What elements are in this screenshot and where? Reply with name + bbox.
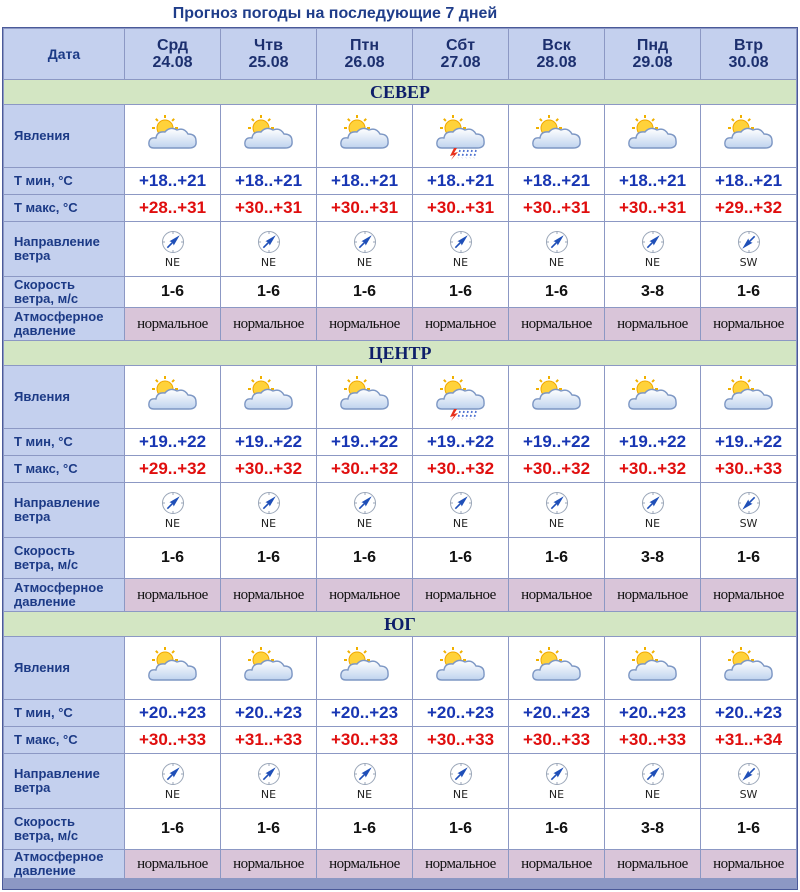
wind-speed-value: 1-6 xyxy=(317,277,412,307)
row-label-wind-speed xyxy=(4,809,124,849)
weather-cell xyxy=(701,105,796,167)
row-label-phenomena: Явления xyxy=(4,105,124,167)
wind-direction-text: NE xyxy=(548,787,565,801)
partly-cloudy-icon xyxy=(240,112,298,160)
wind-direction-text: NE xyxy=(548,255,565,269)
tmax-value: +30..+32 xyxy=(317,456,412,482)
tmin-value: +18..+21 xyxy=(509,168,604,194)
wind-speed-value: 1-6 xyxy=(221,538,316,578)
weather-cell xyxy=(317,637,412,699)
row-label-phenomena: Явления xyxy=(4,366,124,428)
tmin-value: +19..+22 xyxy=(317,429,412,455)
tmin-value: +19..+22 xyxy=(509,429,604,455)
wind-direction-text: NE xyxy=(260,516,277,530)
tmin-value: +20..+23 xyxy=(701,700,796,726)
wind-direction-arrow-icon xyxy=(641,230,665,254)
pressure-value: нормальное xyxy=(317,308,412,340)
day-of-week: Сбт xyxy=(445,37,476,54)
wind-direction-text: NE xyxy=(644,255,661,269)
tmin-value: +19..+22 xyxy=(605,429,700,455)
day-date: 24.08 xyxy=(152,54,193,71)
row-label-wind-direction-line2: ветра xyxy=(14,509,51,524)
wind-direction-arrow-icon xyxy=(353,491,377,515)
weather-cell xyxy=(317,366,412,428)
wind-direction-cell xyxy=(413,483,508,537)
partly-cloudy-icon xyxy=(336,112,394,160)
wind-direction-text: NE xyxy=(644,787,661,801)
partly-cloudy-icon xyxy=(432,644,490,692)
partly-cloudy-icon xyxy=(528,112,586,160)
wind-direction-cell xyxy=(701,754,796,808)
tmax-value: +31..+33 xyxy=(221,727,316,753)
wind-direction-text: NE xyxy=(452,255,469,269)
pressure-value: нормальное xyxy=(221,850,316,878)
wind-speed-value: 1-6 xyxy=(701,809,796,849)
tmax-value: +30..+33 xyxy=(605,727,700,753)
weather-cell xyxy=(509,637,604,699)
pressure-value: нормальное xyxy=(317,579,412,611)
tmin-value: +19..+22 xyxy=(413,429,508,455)
tmax-value: +30..+33 xyxy=(509,727,604,753)
row-label-wind-direction-line1: Направление xyxy=(14,766,100,781)
wind-direction-text: NE xyxy=(164,787,181,801)
row-label-wind-speed xyxy=(4,538,124,578)
tmax-value: +30..+33 xyxy=(701,456,796,482)
tmin-value: +20..+23 xyxy=(605,700,700,726)
pressure-value: нормальное xyxy=(701,579,796,611)
pressure-value: нормальное xyxy=(125,850,220,878)
wind-direction-text: SW xyxy=(739,787,758,801)
pressure-value: нормальное xyxy=(509,850,604,878)
tmax-value: +30..+32 xyxy=(221,456,316,482)
wind-speed-value: 1-6 xyxy=(221,809,316,849)
tmin-value: +20..+23 xyxy=(509,700,604,726)
tmin-value: +19..+22 xyxy=(221,429,316,455)
tmin-value: +18..+21 xyxy=(413,168,508,194)
row-label-wind-speed-line2: ветра, м/с xyxy=(14,557,79,572)
tmin-value: +19..+22 xyxy=(701,429,796,455)
row-label-pressure-line2: давление xyxy=(14,323,76,338)
day-header xyxy=(413,29,508,79)
wind-direction-arrow-icon xyxy=(257,230,281,254)
row-label-wind-direction-line2: ветра xyxy=(14,248,51,263)
row-label-wind-speed xyxy=(4,277,124,307)
day-date: 30.08 xyxy=(728,54,769,71)
pressure-value: нормальное xyxy=(413,579,508,611)
wind-direction-arrow-icon xyxy=(641,762,665,786)
day-header xyxy=(509,29,604,79)
day-of-week: Вск xyxy=(542,37,571,54)
weather-cell xyxy=(701,637,796,699)
wind-direction-cell xyxy=(221,222,316,276)
row-label-tmax: Т макс, °С xyxy=(4,727,124,753)
pressure-value: нормальное xyxy=(221,308,316,340)
weather-cell xyxy=(125,637,220,699)
weather-cell xyxy=(605,105,700,167)
row-label-pressure xyxy=(4,308,124,340)
wind-direction-text: NE xyxy=(644,516,661,530)
day-of-week: Пнд xyxy=(636,37,669,54)
weather-cell xyxy=(509,366,604,428)
wind-direction-text: SW xyxy=(739,255,758,269)
day-date: 28.08 xyxy=(536,54,577,71)
wind-direction-arrow-icon xyxy=(161,762,185,786)
wind-direction-arrow-icon xyxy=(545,491,569,515)
row-label-pressure xyxy=(4,850,124,878)
tmax-value: +31..+34 xyxy=(701,727,796,753)
wind-direction-cell xyxy=(509,754,604,808)
pressure-value: нормальное xyxy=(221,579,316,611)
tmin-value: +20..+23 xyxy=(413,700,508,726)
wind-speed-value: 1-6 xyxy=(701,538,796,578)
weather-cell xyxy=(125,105,220,167)
partly-cloudy-icon xyxy=(624,644,682,692)
partly-cloudy-icon xyxy=(720,373,778,421)
wind-speed-value: 1-6 xyxy=(317,809,412,849)
pressure-value: нормальное xyxy=(605,850,700,878)
wind-direction-text: NE xyxy=(548,516,565,530)
partly-cloudy-icon xyxy=(144,112,202,160)
wind-direction-cell xyxy=(413,222,508,276)
row-label-tmax: Т макс, °С xyxy=(4,195,124,221)
wind-direction-cell xyxy=(125,222,220,276)
tmax-value: +30..+32 xyxy=(509,456,604,482)
wind-direction-cell xyxy=(701,483,796,537)
wind-direction-arrow-icon xyxy=(353,762,377,786)
wind-direction-text: NE xyxy=(164,516,181,530)
row-label-wind-speed-line1: Скорость xyxy=(14,814,75,829)
tmax-value: +30..+31 xyxy=(605,195,700,221)
wind-direction-cell xyxy=(317,754,412,808)
wind-direction-cell xyxy=(509,222,604,276)
wind-direction-arrow-icon xyxy=(353,230,377,254)
pressure-value: нормальное xyxy=(317,850,412,878)
tmax-value: +30..+33 xyxy=(125,727,220,753)
tmax-value: +30..+31 xyxy=(413,195,508,221)
row-label-tmin: Т мин, °С xyxy=(4,429,124,455)
row-label-wind-direction-line2: ветра xyxy=(14,780,51,795)
wind-direction-text: NE xyxy=(356,255,373,269)
forecast-table xyxy=(2,27,798,890)
partly-cloudy-icon xyxy=(240,373,298,421)
wind-speed-value: 1-6 xyxy=(317,538,412,578)
weather-cell xyxy=(221,637,316,699)
partly-cloudy-icon xyxy=(336,373,394,421)
wind-speed-value: 3-8 xyxy=(605,538,700,578)
weather-cell xyxy=(317,105,412,167)
tmax-value: +30..+33 xyxy=(413,727,508,753)
day-of-week: Срд xyxy=(156,37,189,54)
wind-direction-arrow-icon xyxy=(545,230,569,254)
wind-speed-value: 1-6 xyxy=(509,277,604,307)
wind-direction-arrow-icon xyxy=(161,491,185,515)
row-label-pressure-line1: Атмосферное xyxy=(14,850,104,864)
wind-direction-text: NE xyxy=(356,787,373,801)
tmin-value: +20..+23 xyxy=(125,700,220,726)
weather-cell xyxy=(221,105,316,167)
row-label-phenomena: Явления xyxy=(4,637,124,699)
wind-direction-arrow-icon xyxy=(737,230,761,254)
region-header: ЦЕНТР xyxy=(4,341,796,365)
thunderstorm-rain-icon xyxy=(432,373,490,421)
wind-speed-value: 1-6 xyxy=(221,277,316,307)
weather-cell xyxy=(509,105,604,167)
partly-cloudy-icon xyxy=(720,112,778,160)
weather-cell xyxy=(605,366,700,428)
day-date: 25.08 xyxy=(248,54,289,71)
row-label-wind-direction xyxy=(4,754,124,808)
wind-direction-cell xyxy=(125,483,220,537)
wind-direction-cell xyxy=(509,483,604,537)
wind-direction-text: NE xyxy=(260,255,277,269)
row-label-wind-direction xyxy=(4,222,124,276)
weather-cell xyxy=(125,366,220,428)
pressure-value: нормальное xyxy=(701,850,796,878)
tmax-value: +28..+31 xyxy=(125,195,220,221)
wind-speed-value: 1-6 xyxy=(413,538,508,578)
wind-direction-text: NE xyxy=(164,255,181,269)
tmin-value: +19..+22 xyxy=(125,429,220,455)
partly-cloudy-icon xyxy=(624,112,682,160)
pressure-value: нормальное xyxy=(701,308,796,340)
day-date: 27.08 xyxy=(440,54,481,71)
wind-speed-value: 1-6 xyxy=(701,277,796,307)
wind-direction-cell xyxy=(221,483,316,537)
wind-direction-cell xyxy=(413,754,508,808)
row-label-wind-direction-line1: Направление xyxy=(14,495,100,510)
partly-cloudy-icon xyxy=(528,373,586,421)
day-header xyxy=(701,29,796,79)
partly-cloudy-icon xyxy=(720,644,778,692)
wind-direction-cell xyxy=(317,483,412,537)
weather-cell xyxy=(413,637,508,699)
partly-cloudy-icon xyxy=(528,644,586,692)
tmax-value: +29..+32 xyxy=(701,195,796,221)
wind-speed-value: 1-6 xyxy=(509,538,604,578)
tmax-value: +30..+31 xyxy=(509,195,604,221)
row-label-pressure-line1: Атмосферное xyxy=(14,309,104,324)
region-header: ЮГ xyxy=(4,612,796,636)
wind-direction-arrow-icon xyxy=(161,230,185,254)
partly-cloudy-icon xyxy=(144,644,202,692)
region-header: СЕВЕР xyxy=(4,80,796,104)
wind-direction-text: SW xyxy=(739,516,758,530)
partly-cloudy-icon xyxy=(624,373,682,421)
row-label-tmax: Т макс, °С xyxy=(4,456,124,482)
pressure-value: нормальное xyxy=(509,308,604,340)
wind-direction-arrow-icon xyxy=(641,491,665,515)
row-label-wind-speed-line2: ветра, м/с xyxy=(14,291,79,306)
day-header xyxy=(125,29,220,79)
wind-direction-text: NE xyxy=(452,516,469,530)
tmin-value: +18..+21 xyxy=(221,168,316,194)
wind-direction-text: NE xyxy=(452,787,469,801)
pressure-value: нормальное xyxy=(413,850,508,878)
row-label-tmin: Т мин, °С xyxy=(4,168,124,194)
row-label-wind-speed-line1: Скорость xyxy=(14,277,75,292)
wind-speed-value: 3-8 xyxy=(605,277,700,307)
wind-direction-cell xyxy=(605,222,700,276)
day-header xyxy=(605,29,700,79)
weather-cell xyxy=(413,105,508,167)
wind-direction-arrow-icon xyxy=(449,762,473,786)
wind-direction-arrow-icon xyxy=(737,762,761,786)
wind-direction-text: NE xyxy=(260,787,277,801)
day-header xyxy=(317,29,412,79)
wind-direction-cell xyxy=(125,754,220,808)
tmin-value: +20..+23 xyxy=(317,700,412,726)
tmin-value: +18..+21 xyxy=(317,168,412,194)
wind-direction-arrow-icon xyxy=(449,491,473,515)
pressure-value: нормальное xyxy=(125,308,220,340)
tmin-value: +20..+23 xyxy=(221,700,316,726)
partly-cloudy-icon xyxy=(336,644,394,692)
pressure-value: нормальное xyxy=(605,308,700,340)
row-label-pressure-line2: давление xyxy=(14,594,76,609)
day-date: 29.08 xyxy=(632,54,673,71)
page-title: Прогноз погоды на последующие 7 дней xyxy=(172,5,498,22)
partly-cloudy-icon xyxy=(240,644,298,692)
day-of-week: Чтв xyxy=(254,37,283,54)
row-label-wind-direction xyxy=(4,483,124,537)
wind-speed-value: 1-6 xyxy=(125,277,220,307)
pressure-value: нормальное xyxy=(605,579,700,611)
weather-cell xyxy=(413,366,508,428)
wind-speed-value: 1-6 xyxy=(509,809,604,849)
wind-speed-value: 1-6 xyxy=(413,277,508,307)
wind-direction-arrow-icon xyxy=(449,230,473,254)
tmax-value: +30..+32 xyxy=(605,456,700,482)
weather-cell xyxy=(221,366,316,428)
row-label-pressure-line1: Атмосферное xyxy=(14,580,104,595)
wind-direction-text: NE xyxy=(356,516,373,530)
pressure-value: нормальное xyxy=(413,308,508,340)
wind-direction-cell xyxy=(317,222,412,276)
tmax-value: +30..+31 xyxy=(221,195,316,221)
tmax-value: +30..+32 xyxy=(413,456,508,482)
wind-direction-arrow-icon xyxy=(257,762,281,786)
day-header xyxy=(221,29,316,79)
pressure-value: нормальное xyxy=(509,579,604,611)
wind-direction-cell xyxy=(605,483,700,537)
day-of-week: Втр xyxy=(734,37,763,54)
wind-direction-arrow-icon xyxy=(737,491,761,515)
wind-speed-value: 1-6 xyxy=(413,809,508,849)
wind-speed-value: 1-6 xyxy=(125,809,220,849)
wind-direction-cell xyxy=(701,222,796,276)
wind-speed-value: 3-8 xyxy=(605,809,700,849)
wind-direction-cell xyxy=(221,754,316,808)
row-label-wind-speed-line1: Скорость xyxy=(14,543,75,558)
day-of-week: Птн xyxy=(350,37,379,54)
date-header-label: Дата xyxy=(4,29,124,79)
tmin-value: +18..+21 xyxy=(701,168,796,194)
tmax-value: +30..+33 xyxy=(317,727,412,753)
row-label-pressure-line2: давление xyxy=(14,863,76,878)
row-label-wind-direction-line1: Направление xyxy=(14,234,100,249)
wind-direction-cell xyxy=(605,754,700,808)
day-date: 26.08 xyxy=(344,54,385,71)
thunderstorm-rain-icon xyxy=(432,112,490,160)
row-label-wind-speed-line2: ветра, м/с xyxy=(14,828,79,843)
row-label-tmin: Т мин, °С xyxy=(4,700,124,726)
weather-cell xyxy=(605,637,700,699)
wind-direction-arrow-icon xyxy=(257,491,281,515)
pressure-value: нормальное xyxy=(125,579,220,611)
row-label-pressure xyxy=(4,579,124,611)
tmax-value: +29..+32 xyxy=(125,456,220,482)
tmin-value: +18..+21 xyxy=(125,168,220,194)
tmax-value: +30..+31 xyxy=(317,195,412,221)
weather-cell xyxy=(701,366,796,428)
partly-cloudy-icon xyxy=(144,373,202,421)
wind-speed-value: 1-6 xyxy=(125,538,220,578)
wind-direction-arrow-icon xyxy=(545,762,569,786)
tmin-value: +18..+21 xyxy=(605,168,700,194)
